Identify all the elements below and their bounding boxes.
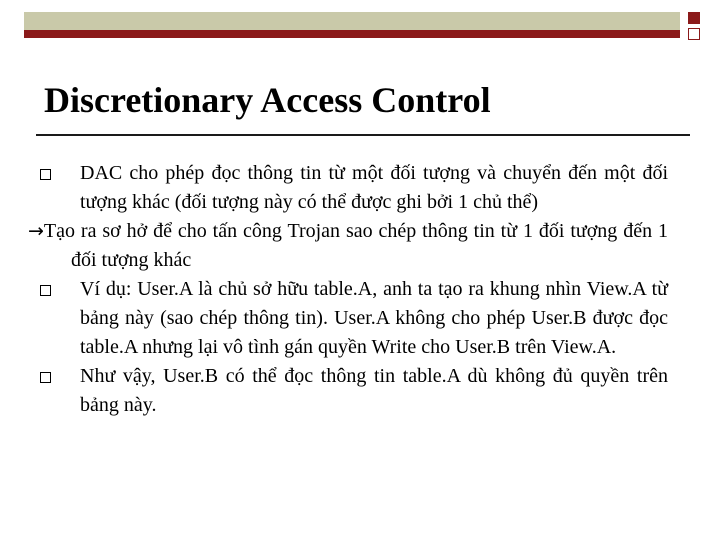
slide-title: Discretionary Access Control [44,80,491,120]
bullet-text: Ví dụ: User.A là chủ sở hữu table.A, anh ta tạo ra khung nhìn View.A từ bảng này (sao chép thông tin). User.A không cho phép User.B được đọc table.A nhưng lại vô tình gán quyền Write cho User.B trên View.A. [80,278,668,358]
bullet-item-example [28,275,668,362]
bullet-text: Như vậy, User.B có thể đọc thông tin table.A dù không đủ quyền trên bảng này. [80,365,668,416]
slide-content [28,159,668,420]
bullet-item-dac [28,159,668,217]
square-bullet-icon [40,372,51,383]
square-bullet-icon [40,285,51,296]
corner-square-outline-icon [688,28,700,40]
arrow-right-icon: → [28,220,44,242]
corner-square-filled-icon [688,12,700,24]
header-accent-line [24,30,680,38]
square-bullet-icon [40,169,51,180]
arrow-item-trojan [28,217,668,275]
arrow-text: Tạo ra sơ hở để cho tấn công Trojan sao chép thông tin từ 1 đối tượng đến 1 đối tượng khác [43,220,668,271]
bullet-text: DAC cho phép đọc thông tin từ một đối tượng và chuyển đến một đối tượng khác (đối tượng này có thể được ghi bởi 1 chủ thể) [80,162,668,213]
bullet-item-conclusion [28,362,668,420]
title-divider [36,134,690,136]
